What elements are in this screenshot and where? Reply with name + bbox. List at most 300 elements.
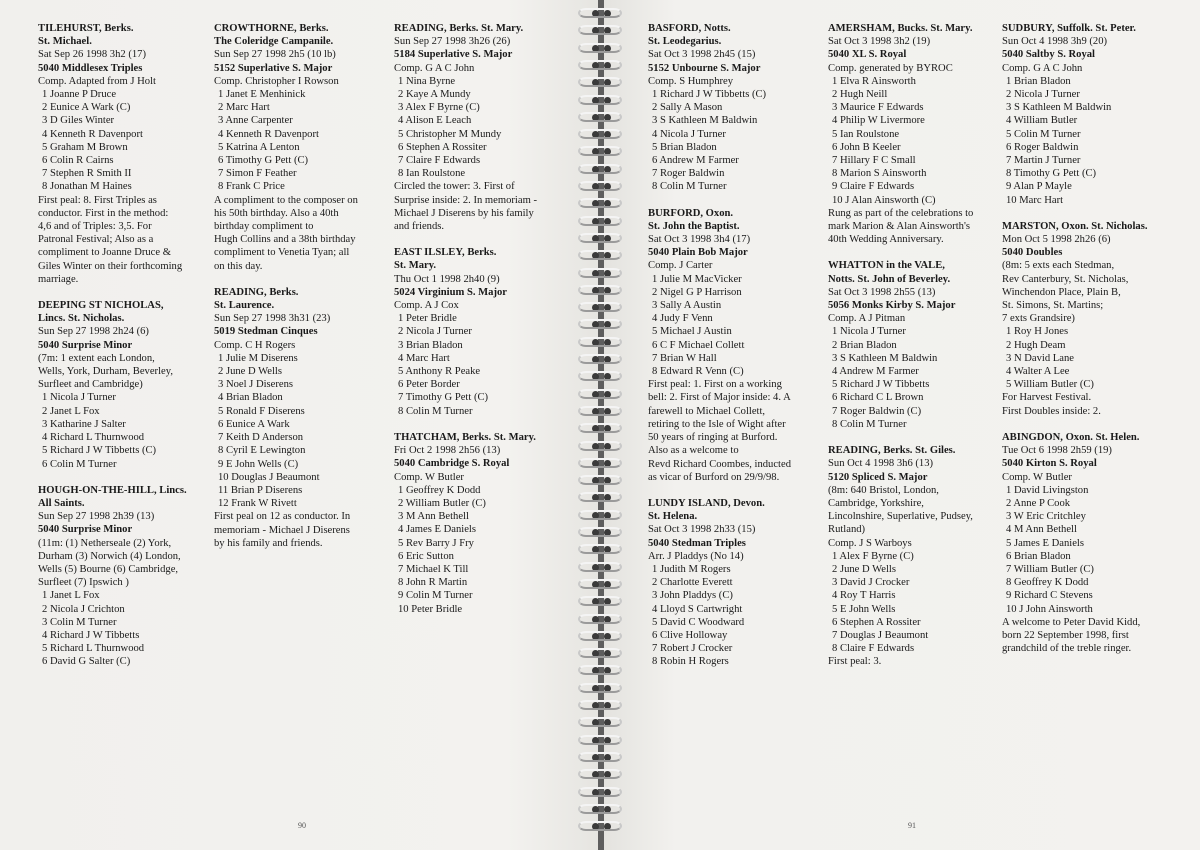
peal-ringer: 1 Geoffrey K Dodd [398, 484, 481, 496]
wire-coil [578, 389, 622, 399]
peal-ringer: 12 Frank W Rivett [218, 498, 297, 510]
wire-coil [578, 129, 622, 139]
peal-ringer: 10 Peter Bridle [398, 603, 463, 615]
peal-ringer: 4 Alison E Leach [398, 115, 472, 127]
peal-ringer: 5 Ronald F Diserens [218, 405, 305, 417]
peal-method: 5040 Plain Bob Major [648, 247, 748, 259]
peal-ringer: 2 Marc Hart [218, 102, 270, 114]
peal-ringer: 1 Joanne P Druce [42, 89, 117, 101]
peal-ringer: 2 Nicola J Turner [398, 326, 472, 338]
peal-entry [38, 22, 208, 286]
peal-footnote-line: mark Marion & Alan Ainsworth's [828, 221, 970, 233]
peal-ringer: 5 James E Daniels [1006, 537, 1084, 549]
peal-footnote-line: compliment to Joanne Druce & [38, 247, 171, 259]
wire-coil [578, 406, 622, 416]
peal-ringer: 8 Jonathan M Haines [42, 181, 132, 193]
peal-place: BASFORD, Notts. [648, 23, 731, 34]
wire-coil [578, 458, 622, 468]
peal-ringer: 4 Philip W Livermore [832, 115, 925, 127]
peal-ringer: 1 Janet L Fox [42, 590, 100, 602]
wire-coil [578, 60, 622, 70]
wire-coil [578, 475, 622, 485]
peal-ringer: 2 June D Wells [832, 563, 896, 575]
peal-ringer: 1 Elva R Ainsworth [832, 75, 916, 87]
wire-coil [578, 354, 622, 364]
peal-date: Sat Oct 3 1998 2h45 (15) [648, 49, 756, 61]
peal-ringer: 7 Martin J Turner [1006, 155, 1081, 167]
spiral-ring [578, 231, 626, 246]
peal-method: 5056 Monks Kirby S. Major [828, 300, 956, 312]
spiral-ring [578, 266, 626, 281]
peal-method: 5184 Superlative S. Major [394, 49, 513, 61]
wire-coil [578, 769, 622, 779]
peal-place: AMERSHAM, Bucks. St. Mary. [828, 23, 973, 34]
peal-ringer: 9 Richard C Stevens [1006, 590, 1093, 602]
peal-ringer: 6 Colin M Turner [42, 458, 117, 470]
peal-date: Sun Sep 27 1998 2h24 (6) [38, 326, 149, 338]
peal-ringer: 6 Brian Bladon [1006, 550, 1071, 562]
peal-footnote-line: Revd Richard Coombes, inducted [648, 458, 791, 470]
spiral-ring [578, 577, 626, 592]
peal-ringer: 4 James E Daniels [398, 524, 476, 536]
spiral-ring [578, 387, 626, 402]
peal-date: Sun Sep 27 1998 3h26 (26) [394, 36, 511, 48]
peal-church: Notts. St. John of Beverley. [828, 273, 951, 285]
peal-ringer: 11 Brian P Diserens [218, 484, 303, 496]
wire-coil [578, 562, 622, 572]
peal-ringer: 4 Andrew M Farmer [832, 366, 919, 378]
peal-method: 5152 Superlative S. Major [214, 62, 333, 74]
peal-ringer: 1 Nina Byrne [398, 75, 456, 87]
wire-coil [578, 43, 622, 53]
left-page [0, 0, 598, 850]
spiral-ring [578, 560, 626, 575]
peal-ringer: 4 Walter A Lee [1006, 366, 1070, 378]
peal-ringer: 9 Alan P Mayle [1006, 181, 1072, 193]
wire-coil [578, 527, 622, 537]
peal-ringer: 4 Richard J W Tibbetts [42, 629, 140, 641]
peal-footnote-line: his 50th birthday. Also a 40th [214, 207, 339, 219]
peal-entry [394, 22, 566, 233]
peal-footnote-line: grandchild of the treble ringer. [1002, 643, 1132, 655]
peal-footnote-line: Circled the tower: 3. First of [394, 181, 515, 193]
spiral-ring [578, 179, 626, 194]
peal-method: 5152 Unbourne S. Major [648, 62, 761, 74]
spiral-ring [578, 594, 626, 609]
peal-ringer: 8 John R Martin [398, 577, 468, 589]
peal-footnote-line: as vicar of Burford on 29/9/98. [648, 471, 780, 483]
peal-ringer: 10 Marc Hart [1006, 194, 1064, 206]
peal-entry [38, 299, 208, 471]
peal-method: 5040 Stedman Triples [648, 537, 746, 549]
peal-ringer: 7 Roger Baldwin (C) [832, 405, 922, 417]
spiral-ring [578, 612, 626, 627]
peal-place: HOUGH-ON-THE-HILL, Lincs. [38, 484, 187, 496]
peal-footnote-line: First peal: 1. First on a working [648, 379, 782, 391]
peal-ringer: 2 Brian Bladon [832, 339, 897, 351]
spiral-ring [578, 681, 626, 696]
peal-place: DEEPING ST NICHOLAS, [38, 300, 164, 312]
column-5 [828, 22, 1000, 682]
peal-footnote-line: First Doubles inside: 2. [1002, 405, 1101, 417]
spiral-ring [578, 508, 626, 523]
peal-place: READING, Berks. St. Giles. [828, 445, 956, 457]
peal-ringer: 2 Anne P Cook [1006, 497, 1071, 509]
peal-ringer: 2 Nicola J Crichton [42, 603, 125, 615]
peal-ringer: 5 David C Woodward [652, 616, 745, 628]
peal-ringer: 3 Anne Carpenter [218, 115, 293, 127]
peal-ringer: 2 Hugh Deam [1006, 339, 1066, 351]
spiral-ring [578, 6, 626, 21]
spiral-ring [578, 110, 626, 125]
wire-coil [578, 423, 622, 433]
peal-composition: Comp. Christopher I Rowson [214, 75, 339, 87]
peal-ringer: 3 M Ann Bethell [398, 511, 469, 523]
peal-ringer: 3 Brian Bladon [398, 339, 463, 351]
peal-ringer: 3 S Kathleen M Baldwin [832, 352, 938, 364]
peal-church: St. Laurence. [214, 300, 275, 312]
peal-ringer: 7 Robert J Crocker [652, 643, 733, 655]
peal-footnote-line: 4,6 and of Triples: 3,5. For [38, 221, 152, 233]
peal-composition: (7m: 1 extent each London, [38, 352, 155, 364]
peal-method: 5040 Kirton S. Royal [1002, 458, 1097, 470]
peal-church: All Saints. [38, 497, 85, 509]
peal-ringer: 2 Sally A Mason [652, 102, 723, 114]
wire-coil [578, 717, 622, 727]
peal-entry [828, 444, 1000, 668]
peal-method: 5040 XL S. Royal [828, 49, 907, 61]
peal-ringer: 8 Claire F Edwards [832, 643, 915, 655]
peal-footnote-line: retiring to the Isle of Wight after [648, 418, 786, 430]
wire-coil [578, 579, 622, 589]
peal-ringer: 6 Peter Border [398, 379, 460, 391]
peal-place: CROWTHORNE, Berks. [214, 23, 329, 34]
peal-footnote-line: First peal: 8. First Triples as [38, 194, 157, 206]
peal-ringer: 5 Richard J W Tibbetts (C) [42, 445, 157, 457]
wire-coil [578, 250, 622, 260]
peal-footnote-line: by his family and friends. [214, 537, 323, 549]
peal-footnote-line: First peal: 3. [828, 656, 882, 668]
peal-ringer: 7 Hillary F C Small [832, 155, 916, 167]
peal-ringer: 8 Cyril E Lewington [218, 445, 306, 457]
peal-footnote-line: Giles Winter on their forthcoming [38, 260, 183, 272]
peal-ringer: 1 Nicola J Turner [832, 326, 906, 338]
peal-date: Sat Sep 26 1998 3h2 (17) [38, 49, 146, 61]
peal-ringer: 3 N David Lane [1006, 352, 1074, 364]
peal-composition: (8m: 5 exts each Stedman, [1002, 260, 1115, 272]
peal-ringer: 2 Kaye A Mundy [398, 89, 471, 101]
peal-composition-line: Durham (3) Norwich (4) London, [38, 550, 181, 562]
peal-ringer: 8 Robin H Rogers [652, 656, 729, 668]
peal-ringer: 2 Nigel G P Harrison [652, 286, 742, 298]
peal-ringer: 8 Colin M Turner [398, 405, 473, 417]
peal-ringer: 5 Graham M Brown [42, 141, 128, 153]
peal-ringer: 8 Edward R Venn (C) [652, 366, 744, 378]
peal-ringer: 2 June D Wells [218, 366, 282, 378]
peal-composition-line: Comp. J S Warboys [828, 537, 912, 549]
spiral-ring [578, 542, 626, 557]
peal-ringer: 2 Eunice A Wark (C) [42, 102, 131, 114]
peal-ringer: 4 William Butler [1006, 115, 1078, 127]
right-page [604, 0, 1200, 850]
peal-footnote-line: Rung as part of the celebrations to [828, 207, 974, 219]
peal-ringer: 4 M Ann Bethell [1006, 524, 1077, 536]
spiral-ring [578, 473, 626, 488]
column-4 [648, 22, 820, 682]
peal-ringer: 7 Claire F Edwards [398, 155, 481, 167]
peal-footnote-line: 40th Wedding Anniversary. [828, 234, 944, 246]
peal-place: THATCHAM, Berks. St. Mary. [394, 431, 536, 443]
peal-ringer: 7 Brian W Hall [652, 352, 717, 364]
peal-ringer: 1 Richard J W Tibbetts (C) [652, 89, 767, 101]
peal-ringer: 5 Ian Roulstone [832, 128, 900, 140]
peal-date: Sun Sep 27 1998 3h31 (23) [214, 313, 331, 325]
peal-ringer: 6 Stephen A Rossiter [398, 141, 487, 153]
peal-footnote-line: farewell to Michael Collett, [648, 405, 766, 417]
peal-footnote-line: memoriam - Michael J Diserens [214, 524, 350, 536]
peal-ringer: 6 Eric Sutton [398, 550, 454, 562]
peal-church: St. John the Baptist. [648, 220, 740, 232]
spiral-ring [578, 196, 626, 211]
wire-coil [578, 302, 622, 312]
peal-ringer: 2 Hugh Neill [832, 89, 888, 101]
wire-coil [578, 648, 622, 658]
peal-ringer: 9 E John Wells (C) [218, 458, 299, 470]
spiral-ring [578, 439, 626, 454]
peal-ringer: 5 Christopher M Mundy [398, 128, 502, 140]
peal-ringer: 7 Michael K Till [398, 563, 469, 575]
peal-method: 5040 Surprise Minor [38, 524, 133, 536]
peal-composition: (8m: 640 Bristol, London, [828, 484, 939, 496]
peal-date: Sun Oct 4 1998 3h9 (20) [1002, 36, 1108, 48]
peal-ringer: 3 Alex F Byrne (C) [398, 102, 480, 114]
peal-ringer: 8 Frank C Price [218, 181, 285, 193]
wire-coil [578, 821, 622, 831]
peal-ringer: 5 Katrina A Lenton [218, 141, 300, 153]
page-number-right: 91 [908, 821, 916, 830]
peal-ringer: 6 Clive Holloway [652, 629, 728, 641]
peal-ringer: 6 C F Michael Collett [652, 339, 745, 351]
peal-entry [394, 431, 566, 616]
peal-place: WHATTON in the VALE, [828, 260, 945, 272]
peal-ringer: 3 Maurice F Edwards [832, 102, 924, 114]
peal-ringer: 10 J John Ainsworth [1006, 603, 1093, 615]
peal-ringer: 1 Nicola J Turner [42, 392, 116, 404]
peal-entry [828, 22, 1000, 246]
peal-ringer: 3 W Eric Critchley [1006, 511, 1086, 523]
spiral-ring [578, 404, 626, 419]
wire-coil [578, 25, 622, 35]
peal-composition-line: Cambridge, Yorkshire, [828, 497, 924, 509]
spiral-ring [578, 283, 626, 298]
peal-ringer: 1 Peter Bridle [398, 313, 457, 325]
peal-footnote-line: birthday compliment to [214, 221, 314, 233]
peal-date: Mon Oct 5 1998 2h26 (6) [1002, 234, 1111, 246]
spiral-ring [578, 733, 626, 748]
peal-ringer: 5 William Butler (C) [1006, 379, 1094, 391]
column-2 [214, 22, 386, 563]
peal-ringer: 1 Julie M Diserens [218, 352, 298, 364]
peal-method: 5040 Cambridge S. Royal [394, 458, 510, 470]
peal-composition: Comp. G A C John [394, 62, 475, 74]
peal-ringer: 4 Roy T Harris [832, 590, 896, 602]
spiral-ring [578, 802, 626, 817]
wire-coil [578, 683, 622, 693]
peal-footnote-line: First peal on 12 as conductor. In [214, 511, 351, 523]
peal-ringer: 3 Katharine J Salter [42, 418, 126, 430]
spiral-ring [578, 767, 626, 782]
spiral-ring [578, 317, 626, 332]
peal-date: Sat Oct 3 1998 3h2 (19) [828, 36, 931, 48]
peal-place: BURFORD, Oxon. [648, 207, 734, 219]
peal-ringer: 4 Judy F Venn [652, 313, 713, 325]
wire-coil [578, 804, 622, 814]
spiral-ring [578, 93, 626, 108]
peal-ringer: 3 David J Crocker [832, 577, 910, 589]
peal-composition-line: Lincolnshire, Superlative, Pudsey, [828, 511, 973, 523]
peal-ringer: 5 Colin M Turner [1006, 128, 1081, 140]
peal-composition: (11m: (1) Netherseale (2) York, [38, 537, 172, 549]
peal-place: MARSTON, Oxon. St. Nicholas. [1002, 220, 1148, 232]
peal-ringer: 7 Roger Baldwin [652, 168, 725, 180]
peal-composition: Comp. J Carter [648, 260, 713, 272]
peal-composition-line: Surfleet and Cambridge) [38, 379, 143, 391]
wire-coil [578, 285, 622, 295]
peal-composition: Comp. C H Rogers [214, 339, 296, 351]
spiral-ring [578, 456, 626, 471]
peal-footnote-line: bell: 2. First of Major inside: 4. A [648, 392, 791, 404]
peal-footnote-line: and friends. [394, 221, 445, 233]
peal-ringer: 8 Ian Roulstone [398, 168, 466, 180]
peal-place: ABINGDON, Oxon. St. Helen. [1002, 431, 1140, 443]
peal-date: Sat Oct 3 1998 2h55 (13) [828, 286, 936, 298]
peal-composition-line: Surfleet (7) Ipswich ) [38, 577, 129, 589]
peal-ringer: 5 Brian Bladon [652, 141, 717, 153]
page-number-left: 90 [298, 821, 306, 830]
spiral-ring [578, 352, 626, 367]
peal-ringer: 10 Douglas J Beaumont [218, 471, 320, 483]
peal-method: 5040 Doubles [1002, 247, 1063, 259]
peal-ringer: 7 Timothy G Pett (C) [398, 392, 489, 404]
peal-composition-line: Winchendon Place, Plain B, [1002, 286, 1121, 298]
peal-ringer: 8 Timothy G Pett (C) [1006, 168, 1097, 180]
spiral-ring [578, 369, 626, 384]
spiral-ring [578, 663, 626, 678]
peal-ringer: 1 Brian Bladon [1006, 75, 1071, 87]
peal-composition: Comp. G A C John [1002, 62, 1083, 74]
peal-footnote-line: 50 years of ringing at Burford. [648, 432, 778, 444]
peal-ringer: 1 Judith M Rogers [652, 563, 731, 575]
peal-ringer: 7 Keith D Anderson [218, 432, 304, 444]
peal-composition-line: 7 exts Grandsire) [1002, 313, 1075, 325]
peal-entry [1002, 431, 1198, 655]
peal-entry [1002, 22, 1198, 207]
spiral-binding [572, 0, 634, 850]
wire-coil [578, 181, 622, 191]
spiral-ring [578, 214, 626, 229]
peal-ringer: 3 Sally A Austin [652, 300, 722, 312]
peal-method: 5040 Middlesex Triples [38, 62, 143, 74]
peal-footnote-line: Michael J Diserens by his family [394, 207, 534, 219]
peal-composition-line: Wells, York, Durham, Beverley, [38, 366, 173, 378]
peal-entry [214, 286, 386, 550]
spiral-ring [578, 785, 626, 800]
peal-entry [1002, 220, 1198, 418]
peal-ringer: 4 Kenneth R Davenport [218, 128, 319, 140]
column-1 [38, 22, 208, 682]
spiral-ring [578, 335, 626, 350]
peal-entry [214, 22, 386, 273]
wire-coil [578, 112, 622, 122]
wire-coil [578, 146, 622, 156]
peal-ringer: 6 Andrew M Farmer [652, 155, 739, 167]
peal-date: Sun Sep 27 1998 2h39 (13) [38, 511, 155, 523]
peal-place: TILEHURST, Berks. [38, 23, 134, 34]
peal-composition: Arr. J Pladdys (No 14) [648, 550, 744, 562]
peal-ringer: 2 William Butler (C) [398, 497, 486, 509]
wire-coil [578, 752, 622, 762]
wire-coil [578, 233, 622, 243]
peal-footnote-line: Hugh Collins and a 38th birthday [214, 234, 356, 246]
peal-ringer: 4 Kenneth R Davenport [42, 128, 143, 140]
peal-ringer: 7 Simon F Feather [218, 168, 297, 180]
peal-ringer: 7 William Butler (C) [1006, 563, 1094, 575]
peal-footnote-line: A welcome to Peter David Kidd, [1002, 616, 1141, 628]
peal-place: READING, Berks. [214, 286, 299, 298]
peal-ringer: 6 John B Keeler [832, 141, 901, 153]
peal-church: St. Leodegarius. [648, 36, 722, 48]
peal-footnote-line: conductor. First in the method: [38, 207, 169, 219]
spiral-ring [578, 127, 626, 142]
peal-composition-line: Rev Canterbury, St. Nicholas, [1002, 273, 1129, 285]
wire-coil [578, 95, 622, 105]
wire-coil [578, 216, 622, 226]
peal-ringer: 3 D Giles Winter [42, 115, 115, 127]
peal-ringer: 5 Michael J Austin [652, 326, 732, 338]
peal-entry [394, 246, 566, 418]
peal-ringer: 3 Colin M Turner [42, 616, 117, 628]
peal-footnote-line: A compliment to the composer on [214, 194, 358, 206]
peal-ringer: 6 Stephen A Rossiter [832, 616, 921, 628]
peal-composition: Comp. A J Cox [394, 300, 459, 312]
peal-ringer: 4 Richard L Thurnwood [42, 432, 145, 444]
spiral-ring [578, 698, 626, 713]
peal-church: St. Mary. [394, 260, 437, 272]
peal-ringer: 5 Anthony R Peake [398, 366, 481, 378]
peal-composition: Comp. A J Pitman [828, 313, 906, 325]
peal-composition: Comp. Adapted from J Holt [38, 75, 156, 87]
peal-composition-line: Wells (5) Bourne (6) Cambridge, [38, 563, 179, 575]
wire-coil [578, 371, 622, 381]
peal-place: EAST ILSLEY, Berks. [394, 247, 497, 259]
peal-ringer: 2 Nicola J Turner [1006, 89, 1080, 101]
peal-ringer: 6 David G Salter (C) [42, 656, 131, 668]
peal-ringer: 5 E John Wells [832, 603, 896, 615]
peal-composition: Comp. W Butler [1002, 471, 1072, 483]
peal-date: Sat Oct 3 1998 3h4 (17) [648, 234, 751, 246]
peal-church: Lincs. St. Nicholas. [38, 313, 125, 325]
peal-ringer: 4 Marc Hart [398, 352, 450, 364]
peal-ringer: 6 Richard C L Brown [832, 392, 924, 404]
spiral-ring [578, 58, 626, 73]
peal-entry [38, 484, 208, 669]
peal-composition-line: St. Simons, St. Martins; [1002, 300, 1104, 312]
peal-church: The Coleridge Campanile. [214, 36, 334, 48]
peal-ringer: 7 Stephen R Smith II [42, 168, 132, 180]
peal-place: READING, Berks. St. Mary. [394, 23, 524, 34]
wire-coil [578, 268, 622, 278]
peal-church: St. Michael. [38, 36, 92, 48]
